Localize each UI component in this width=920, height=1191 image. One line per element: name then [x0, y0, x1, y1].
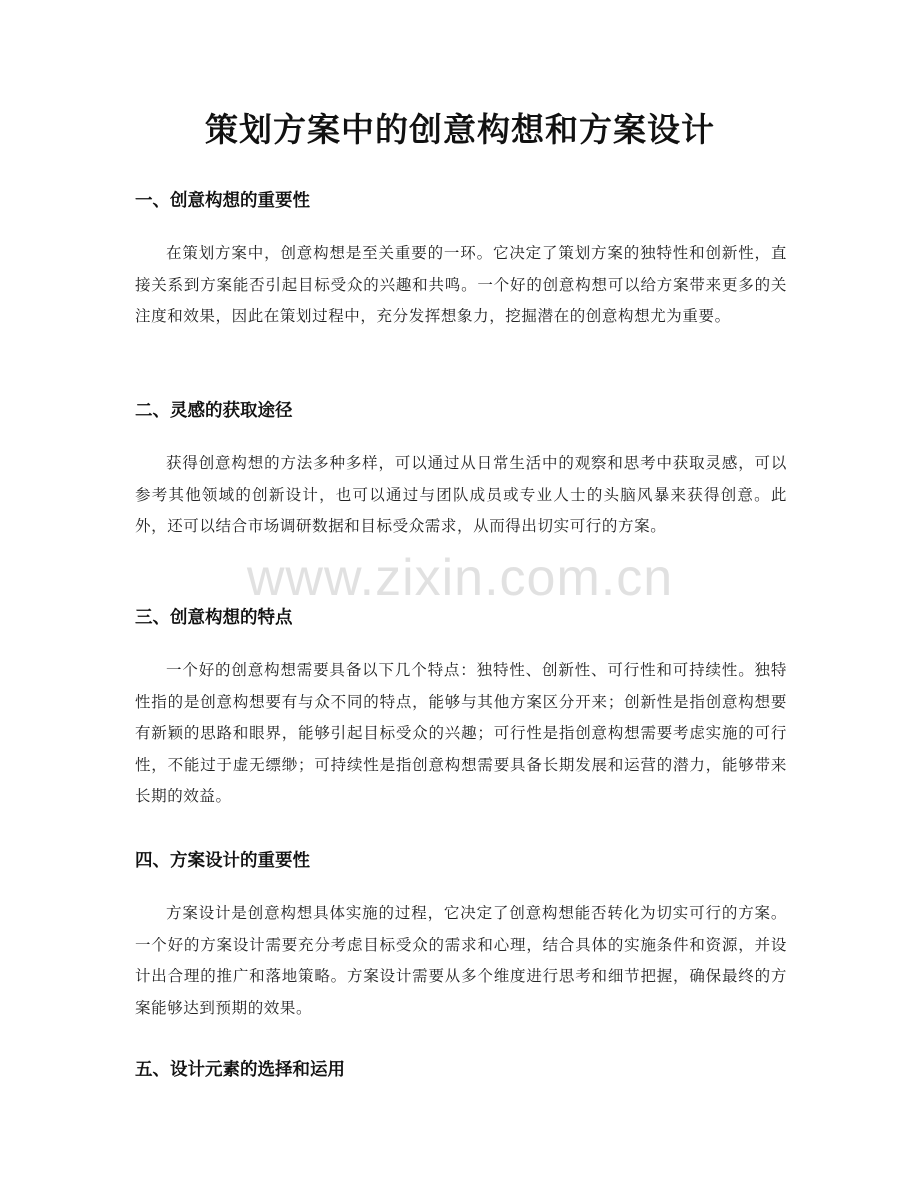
section-heading: 二、灵感的获取途径	[135, 401, 293, 421]
section-2	[135, 397, 787, 543]
section-4	[135, 847, 787, 1024]
section-heading: 三、创意构想的特点	[135, 608, 293, 628]
section-paragraph: 在策划方案中，创意构想是至关重要的一环。它决定了策划方案的独特性和创新性，直接关系到方案能否引起目标受众的兴趣和共鸣。一个好的创意构想可以给方案带来更多的关注度和效果，因此在策划过程中，充分发挥想象力，挖掘潜在的创意构想尤为重要。	[135, 244, 787, 325]
section-paragraph: 一个好的创意构想需要具备以下几个特点：独特性、创新性、可行性和可持续性。独特性指的是创意构想要有与众不同的特点，能够与其他方案区分开来；创新性是指创意构想要有新颖的思路和眼界，能够引起目标受众的兴趣；可行性是指创意构想需要考虑实施的可行性，不能过于虚无缥缈；可持续性是指创意构想需要具备长期发展和运营的潜力，能够带来长期的效益。	[135, 661, 787, 805]
section-heading: 五、设计元素的选择和运用	[135, 1060, 345, 1080]
section-3	[135, 604, 787, 813]
section-heading: 四、方案设计的重要性	[135, 851, 310, 871]
section-heading: 一、创意构想的重要性	[135, 191, 310, 211]
watermark-text: www.zixin.com.cn	[246, 549, 674, 607]
document-title: 策划方案中的创意构想和方案设计	[205, 110, 715, 149]
section-1	[135, 187, 787, 333]
section-paragraph: 获得创意构想的方法多种多样，可以通过从日常生活中的观察和思考中获取灵感，可以参考其他领域的创新设计，也可以通过与团队成员或专业人士的头脑风暴来获得创意。此外，还可以结合市场调研数据和目标受众需求，从而得出切实可行的方案。	[135, 454, 787, 535]
section-paragraph: 方案设计是创意构想具体实施的过程，它决定了创意构想能否转化为切实可行的方案。一个好的方案设计需要充分考虑目标受众的需求和心理，结合具体的实施条件和资源，并设计出合理的推广和落地策略。方案设计需要从多个维度进行思考和细节把握，确保最终的方案能够达到预期的效果。	[135, 904, 787, 1017]
section-5	[135, 1056, 787, 1084]
